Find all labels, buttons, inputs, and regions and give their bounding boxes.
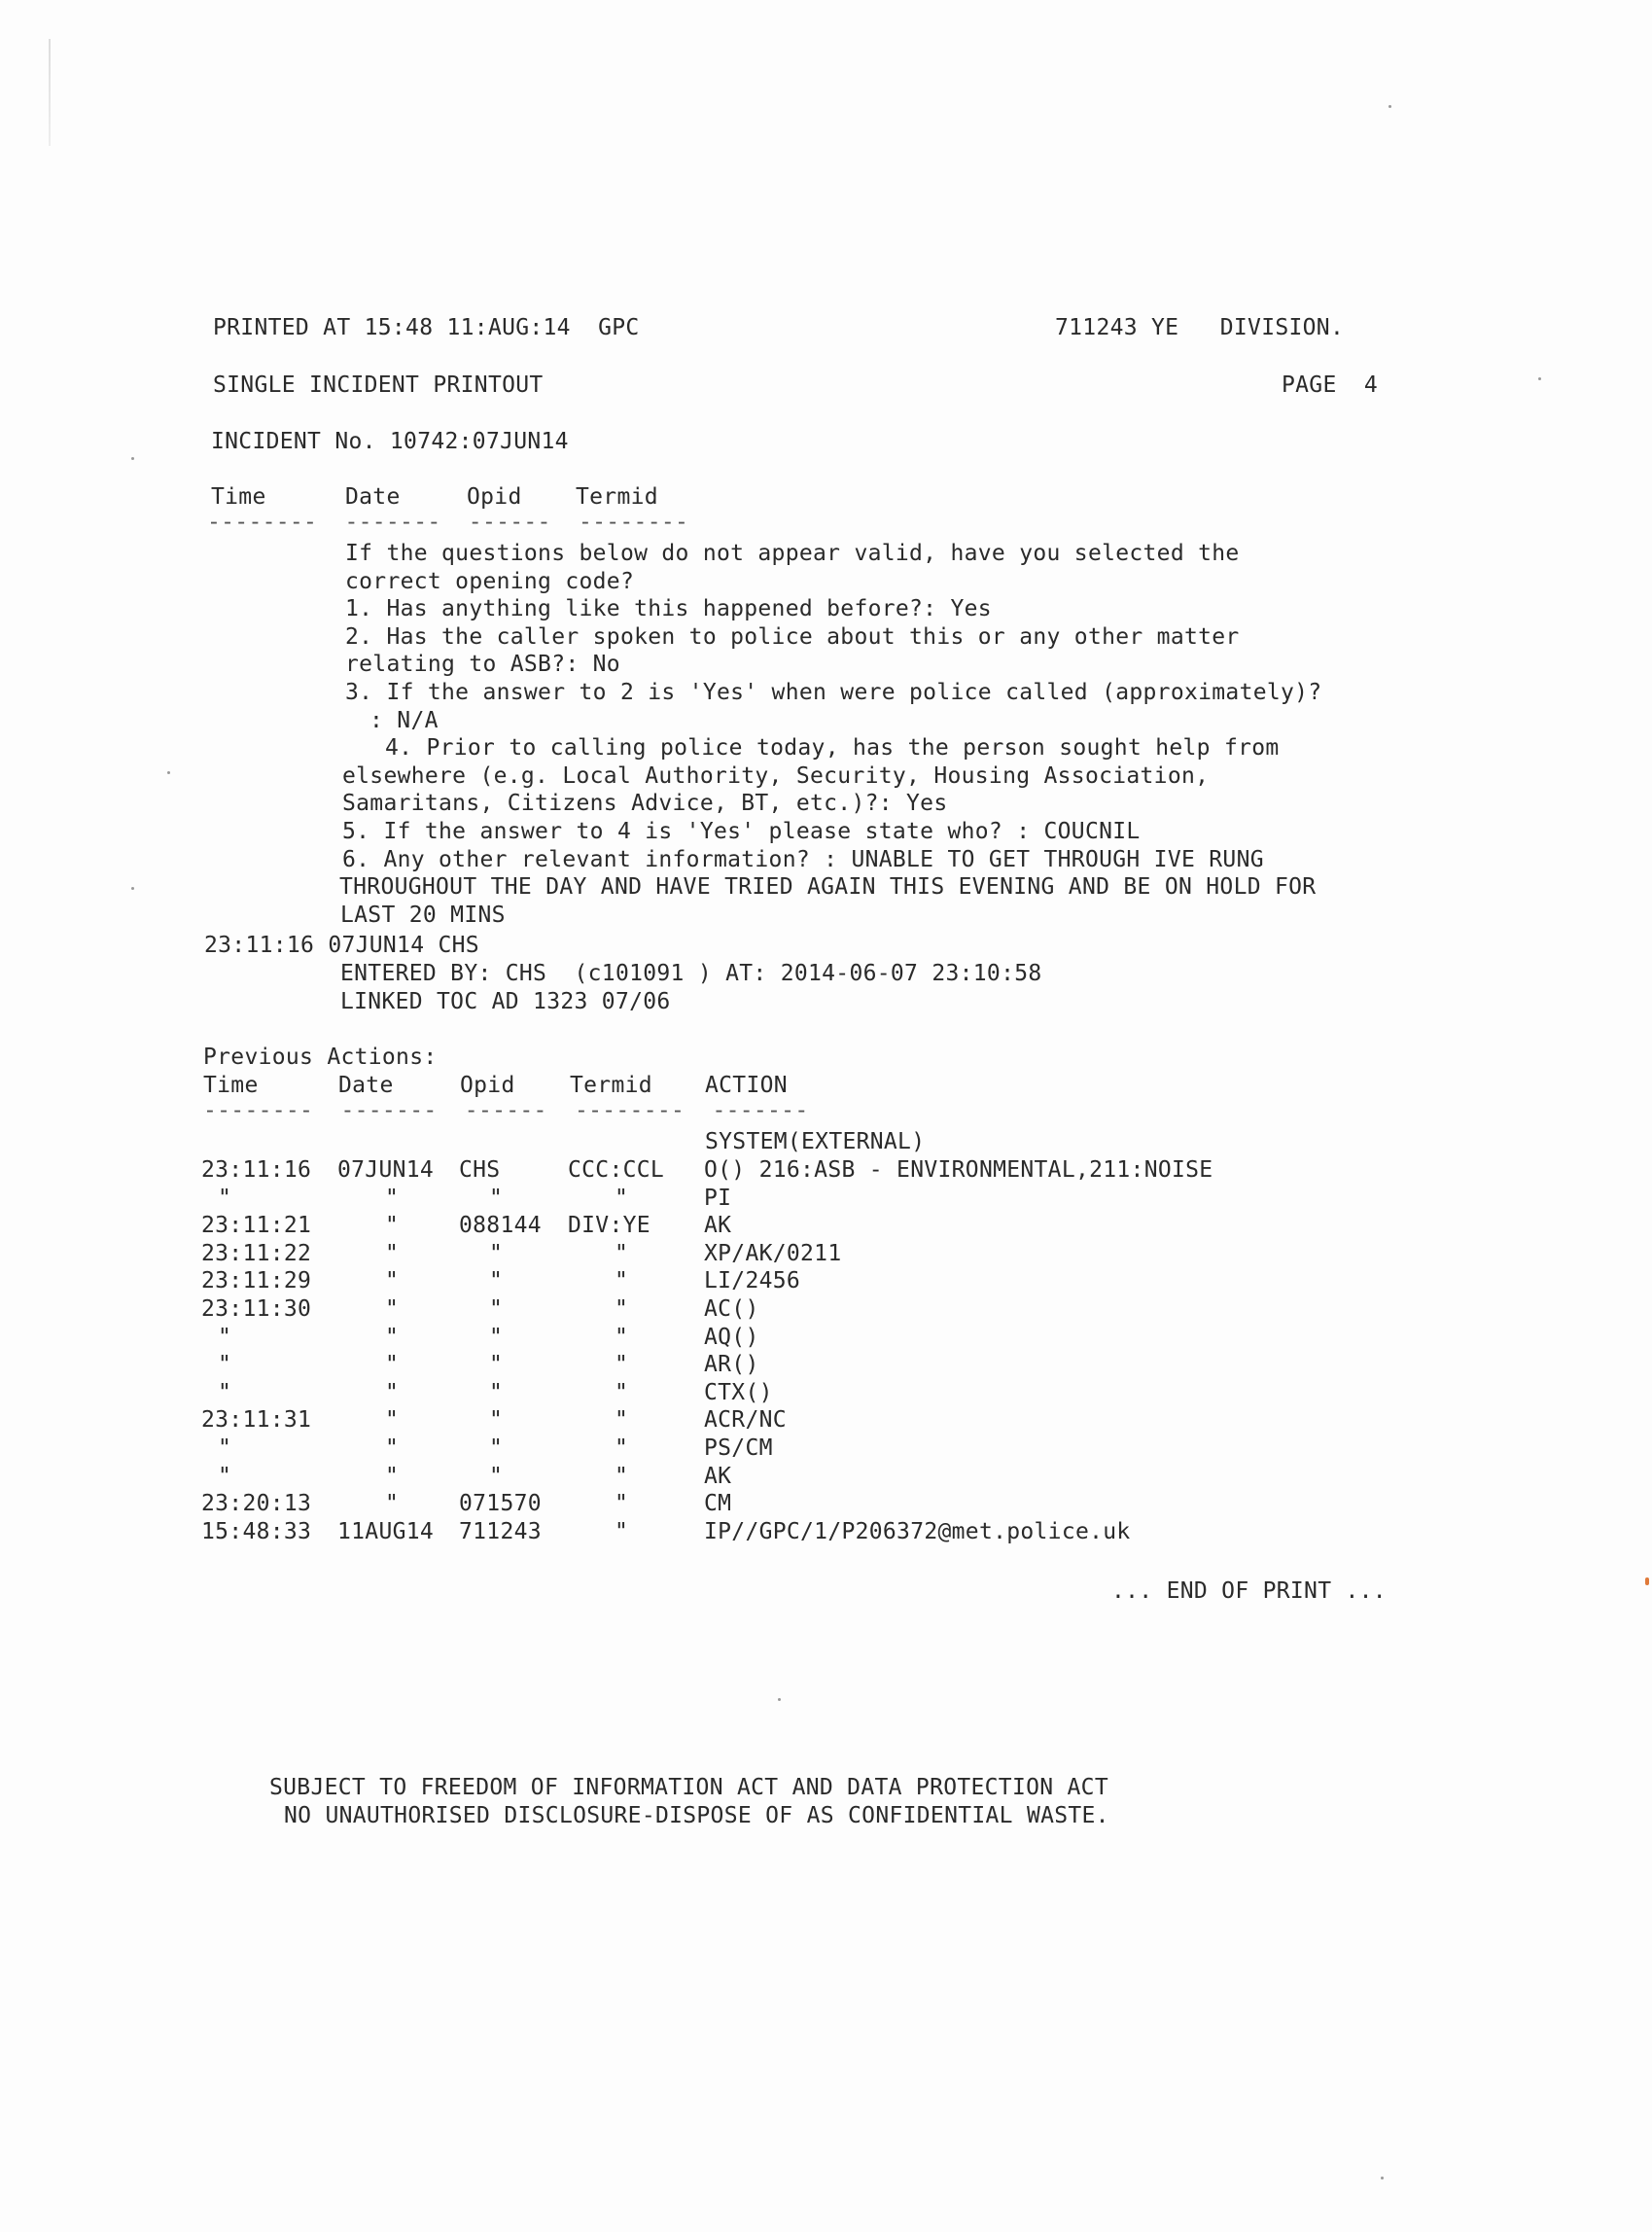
scan-speck (167, 771, 170, 774)
cell-time: " (218, 1464, 232, 1489)
question-line: 5. If the answer to 4 is 'Yes' please state who? : COUCNIL (342, 819, 1141, 844)
pa-header-time: Time (203, 1073, 259, 1098)
footer-line-2: NO UNAUTHORISED DISCLOSURE-DISPOSE OF AS CONFIDENTIAL WASTE. (284, 1803, 1109, 1828)
col-header-time: Time (211, 484, 266, 510)
question-line: 6. Any other relevant information? : UNABLE TO GET THROUGH IVE RUNG (342, 847, 1264, 872)
cell-date: 11AUG14 (337, 1519, 435, 1544)
question-line: THROUGHOUT THE DAY AND HAVE TRIED AGAIN THIS EVENING AND BE ON HOLD FOR (339, 874, 1317, 900)
cell-action: CTX() (704, 1380, 773, 1405)
cell-action: AC() (704, 1296, 759, 1322)
linked-line: LINKED TOC AD 1323 07/06 (340, 989, 671, 1014)
cell-termid: " (615, 1296, 629, 1322)
cell-action: XP/AK/0211 (704, 1241, 842, 1266)
cell-opid: " (489, 1464, 504, 1489)
cell-opid: 088144 (459, 1213, 542, 1238)
id-division: 711243 YE DIVISION. (1055, 315, 1345, 340)
scan-speck (131, 457, 134, 460)
cell-opid: " (489, 1380, 504, 1405)
entry-line: 23:11:16 07JUN14 CHS (204, 933, 479, 958)
question-line: Samaritans, Citizens Advice, BT, etc.)?: Yes (342, 791, 948, 816)
cell-opid: " (489, 1435, 504, 1461)
end-of-print: ... END OF PRINT ... (1111, 1578, 1387, 1604)
cell-date: " (385, 1491, 400, 1516)
cell-opid: 071570 (459, 1491, 542, 1516)
document-title: SINGLE INCIDENT PRINTOUT (213, 372, 544, 398)
cell-time: " (218, 1325, 232, 1350)
scan-speck (1645, 1577, 1649, 1585)
cell-termid: " (615, 1435, 629, 1461)
cell-opid: " (489, 1407, 504, 1433)
previous-actions-title: Previous Actions: (203, 1045, 438, 1070)
cell-time: 15:48:33 (201, 1519, 312, 1544)
cell-action: CM (704, 1491, 732, 1516)
cell-time: " (218, 1435, 232, 1461)
cell-termid: " (615, 1325, 629, 1350)
pa-header-opid: Opid (460, 1073, 515, 1098)
cell-termid: " (615, 1519, 629, 1544)
cell-opid: CHS (459, 1157, 501, 1183)
cell-date: " (385, 1241, 400, 1266)
cell-date: 07JUN14 (337, 1157, 435, 1183)
question-line: 4. Prior to calling police today, has the person sought help from (385, 735, 1280, 761)
cell-date: " (385, 1464, 400, 1489)
cell-action: O() 216:ASB - ENVIRONMENTAL,211:NOISE (704, 1157, 1213, 1183)
cell-time: 23:11:29 (201, 1268, 312, 1293)
question-line: 2. Has the caller spoken to police about this or any other matter (345, 624, 1240, 650)
cell-date: " (385, 1213, 400, 1238)
cell-date: " (385, 1296, 400, 1322)
cell-date: " (385, 1380, 400, 1405)
cell-action: LI/2456 (704, 1268, 801, 1293)
cell-time: 23:11:31 (201, 1407, 312, 1433)
cell-time: " (218, 1186, 232, 1211)
cell-termid: " (615, 1186, 629, 1211)
cell-termid: " (615, 1491, 629, 1516)
cell-opid: " (489, 1296, 504, 1322)
cell-action: ACR/NC (704, 1407, 787, 1433)
cell-action: AR() (704, 1352, 759, 1377)
pa-header-date: Date (338, 1073, 394, 1098)
cell-termid: CCC:CCL (568, 1157, 665, 1183)
cell-action: PS/CM (704, 1435, 773, 1461)
header-rule: -------- ------- ------ -------- (207, 510, 689, 535)
col-header-termid: Termid (576, 484, 658, 510)
cell-date: " (385, 1325, 400, 1350)
scan-speck (1381, 2177, 1384, 2179)
cell-time: " (218, 1380, 232, 1405)
cell-time: 23:11:21 (201, 1213, 312, 1238)
printed-at: PRINTED AT 15:48 11:AUG:14 GPC (213, 315, 640, 340)
question-line: : N/A (369, 708, 439, 733)
col-header-opid: Opid (467, 484, 522, 510)
question-line: 3. If the answer to 2 is 'Yes' when were police called (approximately)? (345, 680, 1322, 705)
system-line: SYSTEM(EXTERNAL) (705, 1129, 926, 1154)
cell-termid: " (615, 1464, 629, 1489)
question-line: LAST 20 MINS (340, 903, 506, 928)
cell-date: " (385, 1352, 400, 1377)
question-line: correct opening code? (345, 569, 635, 594)
cell-termid: DIV:YE (568, 1213, 650, 1238)
scan-speck (131, 887, 134, 890)
cell-action: AK (704, 1464, 732, 1489)
cell-opid: " (489, 1268, 504, 1293)
scan-speck (1538, 377, 1541, 380)
cell-termid: " (615, 1380, 629, 1405)
scan-mark (49, 39, 51, 146)
scan-speck (778, 1698, 781, 1701)
cell-time: 23:11:16 (201, 1157, 312, 1183)
cell-time: 23:11:30 (201, 1296, 312, 1322)
cell-time: 23:20:13 (201, 1491, 312, 1516)
footer-line-1: SUBJECT TO FREEDOM OF INFORMATION ACT AND DATA PROTECTION ACT (269, 1775, 1108, 1800)
question-line: 1. Has anything like this happened before?: Yes (345, 596, 992, 621)
scan-speck (1388, 105, 1391, 108)
cell-termid: " (615, 1268, 629, 1293)
cell-termid: " (615, 1407, 629, 1433)
cell-opid: 711243 (459, 1519, 542, 1544)
cell-action: AK (704, 1213, 732, 1238)
incident-number: INCIDENT No. 10742:07JUN14 (211, 429, 569, 454)
cell-action: PI (704, 1186, 732, 1211)
question-line: relating to ASB?: No (345, 652, 620, 677)
entered-by: ENTERED BY: CHS (c101091 ) AT: 2014-06-07 23:10:58 (340, 961, 1042, 986)
cell-time: " (218, 1352, 232, 1377)
col-header-date: Date (345, 484, 401, 510)
pa-header-termid: Termid (570, 1073, 652, 1098)
page-number: PAGE 4 (1282, 372, 1379, 398)
cell-action: IP//GPC/1/P206372@met.police.uk (704, 1519, 1131, 1544)
cell-date: " (385, 1186, 400, 1211)
cell-termid: " (615, 1352, 629, 1377)
cell-date: " (385, 1407, 400, 1433)
cell-date: " (385, 1435, 400, 1461)
cell-opid: " (489, 1241, 504, 1266)
pa-header-action: ACTION (705, 1073, 788, 1098)
question-line: If the questions below do not appear valid, have you selected the (345, 541, 1240, 566)
pa-header-rule: -------- ------- ------ -------- ------- (203, 1098, 809, 1123)
question-line: elsewhere (e.g. Local Authority, Security, Housing Association, (342, 763, 1210, 789)
cell-time: 23:11:22 (201, 1241, 312, 1266)
cell-action: AQ() (704, 1325, 759, 1350)
cell-termid: " (615, 1241, 629, 1266)
cell-opid: " (489, 1352, 504, 1377)
cell-opid: " (489, 1325, 504, 1350)
cell-date: " (385, 1268, 400, 1293)
cell-opid: " (489, 1186, 504, 1211)
